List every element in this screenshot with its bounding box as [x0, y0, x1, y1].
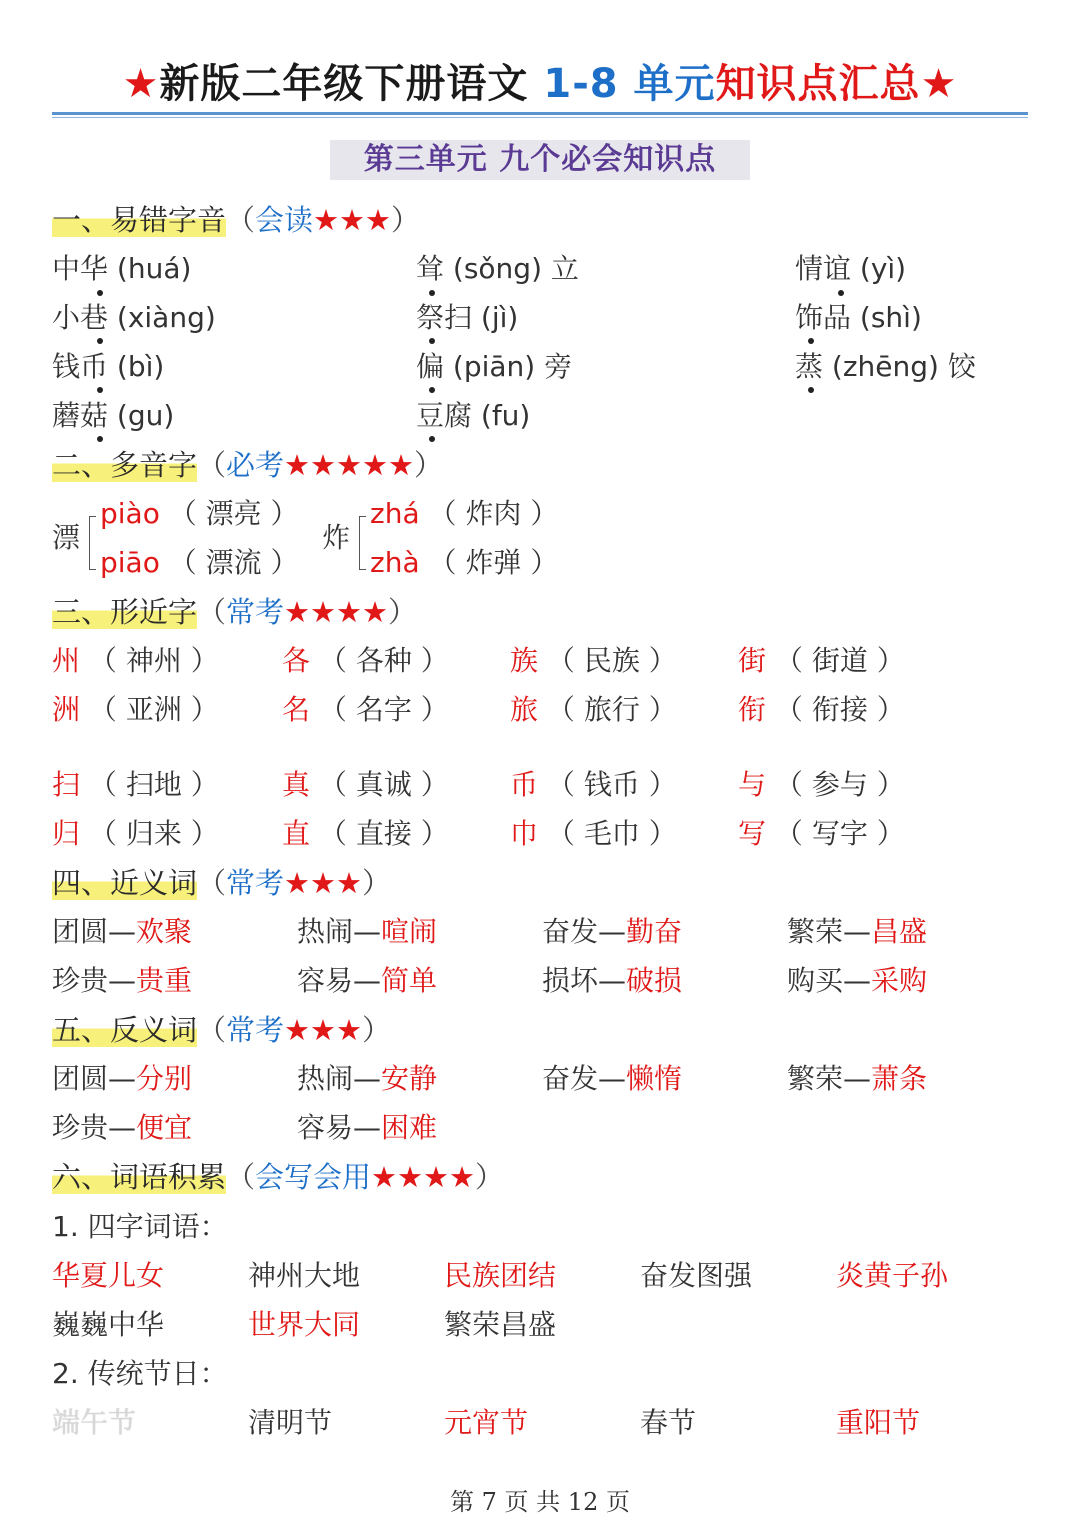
section-title: 六、词语积累	[52, 1160, 227, 1194]
base-word: 繁荣—	[787, 1062, 872, 1095]
emphasis-dot	[429, 436, 435, 442]
list-item: piào （ 漂亮 ）	[100, 497, 299, 530]
example-word: （ 真诚 ）	[310, 768, 449, 801]
example-word: （ 街道 ）	[766, 644, 905, 677]
word-item: 民族团结	[444, 1259, 557, 1292]
paired-word: 简单	[381, 964, 438, 997]
example-word: （ 扫地 ）	[80, 768, 219, 801]
word-item: 华夏儿女	[52, 1259, 165, 1292]
list-item	[52, 1061, 192, 1097]
word-item: 神州大地	[248, 1259, 361, 1292]
base-word: 团圆—	[52, 915, 137, 948]
similar-char: 洲	[52, 693, 81, 726]
example-word: （ 直接 ）	[310, 817, 449, 850]
paired-word: 安静	[381, 1062, 438, 1095]
stars-icon: ★★★	[284, 866, 363, 900]
similar-char: 族	[510, 644, 539, 677]
list-item	[52, 1110, 192, 1146]
list-item	[282, 767, 449, 803]
list-item	[52, 914, 192, 950]
base-word: 损坏—	[542, 964, 627, 997]
word-item: 春节	[640, 1406, 697, 1439]
word-item: 世界大同	[248, 1308, 361, 1341]
stars-icon: ★★★★	[284, 595, 389, 629]
section-tag: 常考	[226, 1013, 285, 1047]
base-word: 繁荣—	[787, 915, 872, 948]
list-item: 蒸 (zhēng) 饺	[795, 350, 976, 383]
list-item: zhá （ 炸肉 ）	[370, 497, 559, 530]
paired-word: 勤奋	[626, 915, 683, 948]
base-word: 奋发—	[542, 915, 627, 948]
section-heading-1: 一、易错字音（会读★★★）	[52, 203, 421, 237]
section-title: 二、多音字	[52, 448, 198, 482]
similar-char: 各	[282, 644, 311, 677]
list-item	[297, 1110, 437, 1146]
section-title: 三、形近字	[52, 595, 198, 629]
title-divider	[52, 112, 1028, 115]
list-item	[52, 816, 219, 852]
emphasis-dot	[429, 387, 435, 393]
emphasis-dot	[97, 436, 103, 442]
section-heading-2: 二、多音字（必考★★★★★）	[52, 448, 444, 482]
word-item: 炎黄子孙	[836, 1259, 949, 1292]
example-word: （ 参与 ）	[766, 768, 905, 801]
word-item: 重阳节	[836, 1406, 921, 1439]
polyphone-char: 炸	[322, 521, 351, 554]
stars-icon: ★★★★	[371, 1160, 476, 1194]
list-item	[52, 692, 219, 728]
similar-char: 旅	[510, 693, 539, 726]
paired-word: 破损	[626, 964, 683, 997]
star-icon: ★	[122, 61, 160, 107]
section-heading-3: 三、形近字（常考★★★★）	[52, 595, 418, 629]
list-item	[52, 963, 192, 999]
section-title: 一、易错字音	[52, 203, 227, 237]
paired-word: 懒惰	[626, 1062, 683, 1095]
word-item: 元宵节	[444, 1406, 529, 1439]
list-item	[738, 643, 905, 679]
paired-word: 喧闹	[381, 915, 438, 948]
list-item	[52, 767, 219, 803]
list-item	[52, 643, 219, 679]
emphasis-dot	[97, 387, 103, 393]
list-item	[510, 816, 677, 852]
section-tag: 必考	[226, 448, 285, 482]
list-item: 饰品 (shì)	[795, 301, 922, 334]
base-word: 珍贵—	[52, 1111, 137, 1144]
star-icon: ★	[920, 61, 958, 107]
title-part3: 知识点汇总	[715, 61, 921, 107]
example-word: （ 衔接 ）	[766, 693, 905, 726]
emphasis-dot	[808, 387, 814, 393]
paired-word: 便宜	[136, 1111, 193, 1144]
list-item: 情谊 (yì)	[795, 252, 907, 285]
emphasis-dot	[97, 338, 103, 344]
base-word: 热闹—	[297, 1062, 382, 1095]
list-item	[542, 963, 682, 999]
list-item	[282, 816, 449, 852]
subheading: 2. 传统节日：	[52, 1357, 228, 1390]
paired-word: 萧条	[871, 1062, 928, 1095]
list-item: 小巷 (xiàng)	[52, 301, 216, 334]
brace-icon	[359, 516, 366, 570]
stars-icon: ★★★★★	[284, 448, 415, 482]
list-item	[282, 643, 449, 679]
list-item	[738, 692, 905, 728]
example-word: （ 钱币 ）	[538, 768, 677, 801]
list-item	[738, 816, 905, 852]
list-item	[738, 767, 905, 803]
base-word: 购买—	[787, 964, 872, 997]
subheading: 1. 四字词语：	[52, 1210, 228, 1243]
section-title: 五、反义词	[52, 1013, 198, 1047]
paired-word: 贵重	[136, 964, 193, 997]
example-word: （ 写字 ）	[766, 817, 905, 850]
section-tag: 会读	[255, 203, 314, 237]
list-item: 祭扫 (jì)	[416, 301, 519, 334]
similar-char: 写	[738, 817, 767, 850]
base-word: 珍贵—	[52, 964, 137, 997]
list-item: 耸 (sǒng) 立	[416, 252, 579, 285]
similar-char: 州	[52, 644, 81, 677]
paired-word: 分别	[136, 1062, 193, 1095]
emphasis-dot	[97, 290, 103, 296]
word-item: 奋发图强	[640, 1259, 753, 1292]
title-part1: 新版二年级下册语文	[159, 61, 544, 107]
list-item: zhà （ 炸弹 ）	[370, 546, 559, 579]
list-item	[542, 914, 682, 950]
word-item: 端午节	[52, 1406, 137, 1439]
base-word: 容易—	[297, 1111, 382, 1144]
page-number: 第 7 页 共 12 页	[450, 1488, 630, 1516]
section-tag: 会写会用	[255, 1160, 372, 1194]
list-item: 钱币 (bì)	[52, 350, 165, 383]
similar-char: 与	[738, 768, 767, 801]
list-item	[542, 1061, 682, 1097]
list-item: 豆腐 (fu)	[416, 399, 531, 432]
title-part2: 1-8 单元	[543, 61, 716, 107]
list-item	[787, 914, 927, 950]
example-word: （ 各种 ）	[310, 644, 449, 677]
word-item: 清明节	[248, 1406, 333, 1439]
section-tag: 常考	[226, 866, 285, 900]
emphasis-dot	[429, 290, 435, 296]
base-word: 团圆—	[52, 1062, 137, 1095]
page-title	[0, 52, 1080, 109]
emphasis-dot	[429, 338, 435, 344]
section-heading-4: 四、近义词（常考★★★）	[52, 866, 392, 900]
paired-word: 困难	[381, 1111, 438, 1144]
polyphone-char: 漂	[52, 521, 81, 554]
similar-char: 真	[282, 768, 311, 801]
list-item: 偏 (piān) 旁	[416, 350, 573, 383]
similar-char: 名	[282, 693, 311, 726]
list-item	[510, 767, 677, 803]
section-tag: 常考	[226, 595, 285, 629]
emphasis-dot	[838, 290, 844, 296]
similar-char: 直	[282, 817, 311, 850]
similar-char: 衔	[738, 693, 767, 726]
example-word: （ 亚洲 ）	[80, 693, 219, 726]
emphasis-dot	[808, 338, 814, 344]
similar-char: 币	[510, 768, 539, 801]
similar-char: 归	[52, 817, 81, 850]
example-word: （ 归来 ）	[80, 817, 219, 850]
unit-subtitle: 第三单元 九个必会知识点	[330, 140, 750, 180]
example-word: （ 民族 ）	[538, 644, 677, 677]
list-item	[297, 1061, 437, 1097]
brace-icon	[89, 516, 96, 570]
word-item: 繁荣昌盛	[444, 1308, 557, 1341]
stars-icon: ★★★	[313, 203, 392, 237]
similar-char: 扫	[52, 768, 81, 801]
list-item: 中华 (huá)	[52, 252, 192, 285]
list-item	[510, 692, 677, 728]
similar-char: 巾	[510, 817, 539, 850]
list-item	[787, 1061, 927, 1097]
example-word: （ 毛巾 ）	[538, 817, 677, 850]
similar-char: 街	[738, 644, 767, 677]
paired-word: 昌盛	[871, 915, 928, 948]
section-heading-6: 六、词语积累（会写会用★★★★）	[52, 1160, 505, 1194]
example-word: （ 神州 ）	[80, 644, 219, 677]
list-item	[297, 914, 437, 950]
paired-word: 欢聚	[136, 915, 193, 948]
section-title: 四、近义词	[52, 866, 198, 900]
base-word: 容易—	[297, 964, 382, 997]
word-item: 巍巍中华	[52, 1308, 165, 1341]
list-item: 蘑菇 (gu)	[52, 399, 175, 432]
title-divider-thin	[52, 117, 1028, 118]
section-heading-5: 五、反义词（常考★★★）	[52, 1013, 392, 1047]
base-word: 奋发—	[542, 1062, 627, 1095]
list-item	[787, 963, 927, 999]
paired-word: 采购	[871, 964, 928, 997]
example-word: （ 旅行 ）	[538, 693, 677, 726]
list-item: piāo （ 漂流 ）	[100, 546, 299, 579]
stars-icon: ★★★	[284, 1013, 363, 1047]
list-item	[297, 963, 437, 999]
list-item	[510, 643, 677, 679]
list-item	[282, 692, 449, 728]
base-word: 热闹—	[297, 915, 382, 948]
example-word: （ 名字 ）	[310, 693, 449, 726]
